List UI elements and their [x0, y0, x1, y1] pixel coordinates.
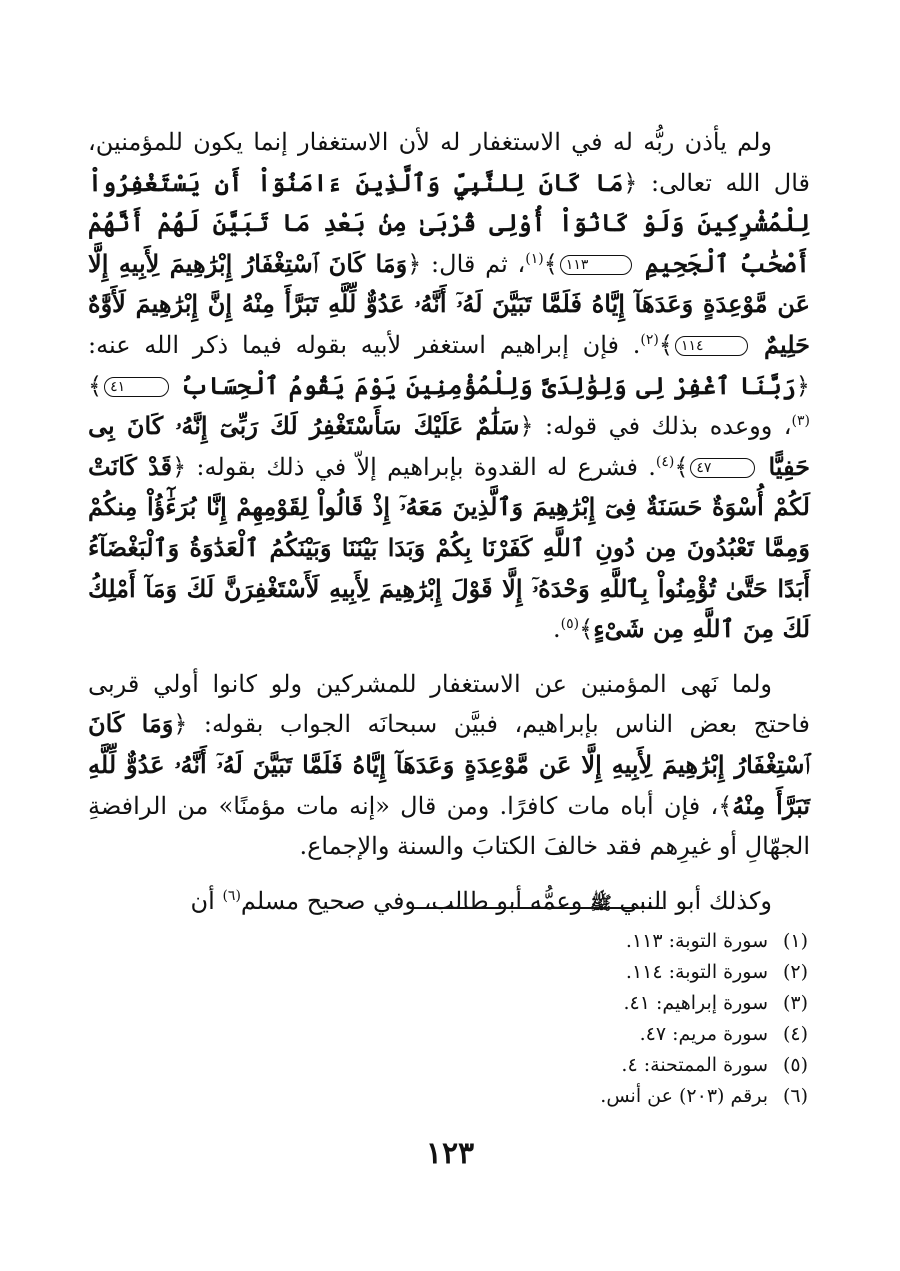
- footnote-text: سورة إبراهيم: ٤١.: [623, 992, 768, 1014]
- ayah-number-marker: ٤٧: [690, 458, 755, 478]
- footnote-item: [388, 957, 808, 988]
- verse-text: وَمَا كَانَ ٱسْتِغْفَارُ إِبْرَٰهِيمَ لِأَبِيهِ إِلَّا عَن مَّوْعِدَةٍ وَعَدَهَآ إِيَّاهُ فَلَمَّا تَبَيَّنَ لَهُۥٓ أَنَّهُۥ عَدُوٌّ لِّلَّهِ تَبَرَّأَ مِنْهُ إِنَّ إِبْرَٰهِيمَ لَأَوَّٰهٌ حَلِيمٌ: [88, 248, 811, 359]
- verse-text: سَلَٰمٌ عَلَيْكَ سَأَسْتَغْفِرُ لَكَ رَبِّىٓ إِنَّهُۥ كَانَ بِى حَفِيًّا: [88, 411, 810, 481]
- footnote-number: (٥): [782, 1054, 808, 1076]
- footnote-divider: [410, 907, 663, 909]
- footnote-item: [388, 1050, 808, 1081]
- salawat-ligature: ﷺ: [589, 892, 612, 914]
- footnotes-list: [388, 926, 808, 1112]
- body-text-run: .: [553, 615, 561, 644]
- body-text-run: وكذلك أبو النبي: [611, 886, 772, 915]
- footnote-text: سورة مريم: ٤٧.: [639, 1023, 768, 1045]
- body-text-run: . فشرع له القدوة بإبراهيم إلاّ في ذلك بقوله:: [186, 452, 656, 481]
- footnote-number: (٢): [782, 961, 808, 983]
- verse-open-bracket: ﴿: [173, 710, 188, 739]
- body-text-run: ولما نَهى المؤمنين عن الاستغفار للمشركين ولو كانوا أولي قربى فاحتج بعض الناس بإبراهيم، فبيَّن سبحانَه الجواب بقوله:: [88, 669, 811, 739]
- verse-open-bracket: ﴿: [407, 249, 422, 278]
- body-text-run: أن: [190, 886, 223, 915]
- footnote-reference: (٥): [560, 616, 580, 633]
- footnote-item: [388, 988, 808, 1019]
- footnote-item: [388, 1081, 808, 1112]
- body-text-run: ولم يأذن ربُّه له في الاستغفار له لأن الاستغفار إنما يكون للمؤمنين، قال الله تعالى:: [88, 128, 810, 197]
- footnote-item: [388, 926, 808, 957]
- footnote-text: سورة الممتحنة: ٤.: [621, 1054, 768, 1076]
- verse-close-bracket: ﴾: [88, 371, 103, 400]
- verse-close-bracket: ﴾: [543, 249, 558, 278]
- footnote-reference: (٤): [655, 453, 675, 470]
- paragraph: [88, 664, 810, 867]
- footnote-item: [388, 1019, 808, 1050]
- quran-verse: [88, 371, 810, 400]
- body-text-run: ، ووعده بذلك في قوله:: [533, 412, 792, 441]
- verse-text: قَدْ كَانَتْ لَكُمْ أُسْوَةٌ حَسَنَةٌ فِىٓ إِبْرَٰهِيمَ وَٱلَّذِينَ مَعَهُۥٓ إِذْ قَالُواْ لِقَوْمِهِمْ إِنَّا بُرَءَٰٓؤُاْ مِنكُمْ وَمِمَّا تَعْبُدُونَ مِن دُونِ ٱللَّهِ كَفَرْنَا بِكُمْ وَبَدَا بَيْنَنَا وَبَيْنَكُمُ ٱلْعَدَٰوَةُ وَٱلْبَغْضَآءُ أَبَدًا حَتَّىٰ تُؤْمِنُواْ بِٱللَّهِ وَحْدَهُۥٓ إِلَّا قَوْلَ إِبْرَٰهِيمَ لِأَبِيهِ لَأَسْتَغْفِرَنَّ لَكَ وَمَآ أَمْلِكُ لَكَ مِنَ ٱللَّهِ مِن شَىْءٍ: [88, 451, 811, 644]
- verse-text: رَبَّنَا ٱغْفِرْ لِى وَلِوَٰلِدَىَّ وَلِلْمُؤْمِنِينَ يَوْمَ يَقُومُ ٱلْحِسَابُ: [180, 370, 796, 400]
- footnote-reference: (٣): [791, 413, 810, 430]
- footnote-number: (١): [782, 930, 808, 952]
- footnote-number: (٦): [782, 1085, 808, 1107]
- footnote-reference: (٢): [640, 331, 659, 348]
- paragraph: [88, 881, 810, 925]
- footnote-text: سورة التوبة: ١١٤.: [625, 961, 768, 983]
- page-number: ١٢٣: [425, 1136, 475, 1171]
- verse-open-bracket: ﴿: [795, 371, 810, 400]
- body-text-run: . فإن إبراهيم استغفر لأبيه بقوله فيما ذكر الله عنه:: [88, 330, 641, 359]
- verse-open-bracket: ﴿: [519, 412, 534, 441]
- body-text-run: وعمُّه أبو طالب، وفي صحيح مسلم: [240, 886, 590, 915]
- verse-text: مَا كَانَ لِلنَّبِيِّ وَٱلَّذِينَ ءَامَنُوٓاْ أَن يَسْتَغْفِرُواْ لِلْمُشْرِكِينَ وَلَوْ كَانُوٓاْ أُوْلِى قُرْبَىٰ مِنۢ بَعْدِ مَا تَبَيَّنَ لَهُمْ أَنَّهُمْ أَصْحَٰبُ ٱلْجَحِيمِ: [88, 167, 811, 278]
- body-text-run: ، فإن أباه مات كافرًا. ومن قال «إنه مات مؤمنًا» من الرافضةِ الجهّالِ أو غيرِهم فقد خالفَ الكتابَ والسنة والإجماع.: [88, 791, 810, 861]
- footnote-text: سورة التوبة: ١١٣.: [625, 930, 768, 952]
- ayah-number-marker: ١١٤: [675, 336, 748, 356]
- main-text: [88, 122, 810, 924]
- footnote-reference: (٦): [222, 887, 241, 904]
- verse-open-bracket: ﴿: [623, 168, 638, 197]
- footnote-text: برقم (٢٠٣) عن أنس.: [600, 1085, 768, 1107]
- footnote-reference: (١): [525, 250, 544, 267]
- ayah-number-marker: ٤١: [104, 377, 169, 397]
- verse-text: وَمَا كَانَ ٱسْتِغْفَارُ إِبْرَٰهِيمَ لِأَبِيهِ إِلَّا عَن مَّوْعِدَةٍ وَعَدَهَآ إِيَّاهُ فَلَمَّا تَبَيَّنَ لَهُۥٓ أَنَّهُۥ عَدُوٌّ لِّلَّهِ تَبَرَّأَ مِنْهُ: [88, 709, 811, 820]
- verse-open-bracket: ﴿: [172, 452, 187, 481]
- verse-close-bracket: ﴾: [658, 330, 673, 359]
- ayah-number-marker: ١١٣: [560, 255, 633, 275]
- footnote-number: (٤): [782, 1023, 808, 1045]
- paragraph: [88, 122, 810, 650]
- verse-close-bracket: ﴾: [579, 615, 594, 644]
- verse-close-bracket: ﴾: [674, 452, 689, 481]
- body-text-run: ، ثم قال:: [421, 249, 526, 278]
- footnote-number: (٣): [782, 992, 808, 1014]
- verse-close-bracket: ﴾: [718, 791, 733, 820]
